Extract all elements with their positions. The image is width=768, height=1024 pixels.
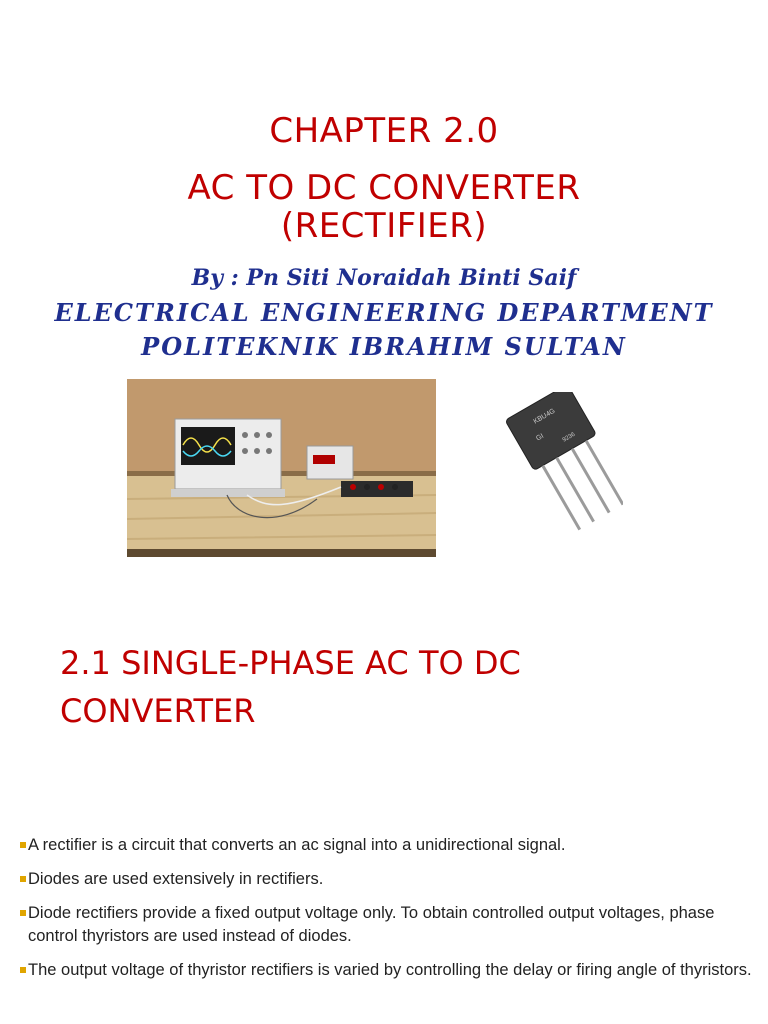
chapter-title: CHAPTER 2.0 <box>269 111 499 151</box>
bullet-list <box>18 834 763 993</box>
bullet-square-icon <box>20 876 26 882</box>
institution-line: POLITEKNIK IBRAHIM SULTAN <box>141 332 627 361</box>
bullet-square-icon <box>20 910 26 916</box>
department-line: ELECTRICAL ENGINEERING DEPARTMENT <box>54 298 714 327</box>
bridge-brand-label: KBU4G <box>532 407 557 426</box>
bridge-code-label: 9236 <box>561 431 577 444</box>
section-heading-line2: CONVERTER <box>60 692 256 730</box>
bullet-square-icon <box>20 842 26 848</box>
bridge-gi-label: GI <box>535 432 546 443</box>
author-line: By : Pn Siti Noraidah Binti Saif <box>191 265 577 291</box>
list-item: A rectifier is a circuit that converts an ac signal into a unidirectional signal. <box>18 834 763 857</box>
list-item: The output voltage of thyristor rectifiers is varied by controlling the delay or firing angle of thyristors. <box>18 959 763 982</box>
lab-equipment-photo <box>127 379 436 557</box>
section-heading-line1: 2.1 SINGLE-PHASE AC TO DC <box>60 644 521 682</box>
converter-title: AC TO DC CONVERTER <box>187 168 581 208</box>
list-item: Diodes are used extensively in rectifiers. <box>18 868 763 891</box>
rectifier-title: (RECTIFIER) <box>280 206 488 246</box>
bridge-rectifier-image <box>493 392 623 540</box>
bullet-square-icon <box>20 967 26 973</box>
list-item: Diode rectifiers provide a fixed output voltage only. To obtain controlled output voltages, phase control thyristors are used instead of diodes. <box>18 902 763 948</box>
